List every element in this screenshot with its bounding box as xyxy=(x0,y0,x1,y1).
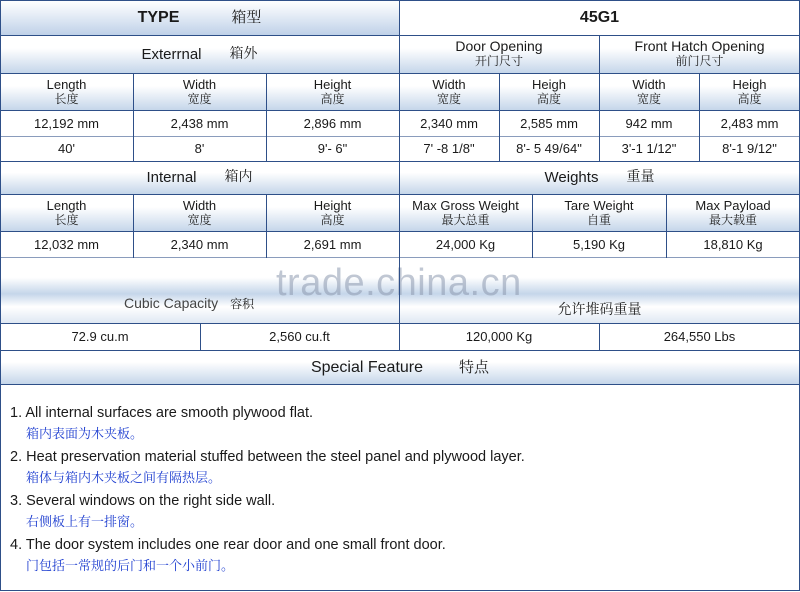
door-height-ft: 8'- 5 49/64" xyxy=(516,141,582,156)
door-width-header xyxy=(399,73,499,110)
header-label: Height xyxy=(313,76,352,92)
max-gross-weight-value: 24,000 Kg xyxy=(435,236,496,252)
header-label: Tare Weight xyxy=(564,197,634,213)
header-label-cn: 宽度 xyxy=(436,91,461,106)
cubic-capacity-title: Cubic Capacity xyxy=(124,295,219,311)
type-model: 45G1 xyxy=(579,9,620,26)
max-payload-value: 18,810 Kg xyxy=(703,236,763,252)
header-label: Width xyxy=(432,76,466,92)
grid-line xyxy=(0,257,800,258)
header-label-cn: 高度 xyxy=(320,212,345,227)
grid-line xyxy=(0,384,800,385)
header-label-cn: 高度 xyxy=(536,91,561,106)
grid-line xyxy=(0,350,800,351)
grid-line xyxy=(0,590,800,591)
feature-item xyxy=(10,490,790,534)
hatch-height-ft: 8'-1 9/12" xyxy=(722,141,777,156)
internal-height-mm: 2,691 mm xyxy=(303,236,362,252)
external-length-header xyxy=(0,73,133,110)
external-title-cn: 箱外 xyxy=(229,45,258,62)
door-opening-header xyxy=(399,35,599,73)
header-label: Heigh xyxy=(732,76,767,92)
internal-title-cn: 箱内 xyxy=(224,169,253,185)
grid-line xyxy=(0,231,800,232)
header-label-cn: 宽度 xyxy=(187,212,212,227)
door-opening-title-cn: 开门尺寸 xyxy=(474,54,523,68)
external-width-ft: 8' xyxy=(194,141,205,156)
stacking-kg: 120,000 Kg xyxy=(465,329,533,344)
grid-line xyxy=(0,323,800,324)
internal-length-mm: 12,032 mm xyxy=(33,236,100,252)
external-title: Exterrnal xyxy=(141,45,202,63)
external-width-header xyxy=(133,73,266,110)
external-width-mm: 2,438 mm xyxy=(170,115,229,131)
grid-line xyxy=(499,73,500,161)
header-label: Height xyxy=(313,197,352,213)
hatch-width-mm: 942 mm xyxy=(625,115,673,131)
front-hatch-title: Front Hatch Opening xyxy=(634,38,765,54)
header-label: Width xyxy=(632,76,666,92)
internal-title: Internal xyxy=(146,169,197,186)
front-hatch-header xyxy=(599,35,800,73)
external-length-ft: 40' xyxy=(58,141,75,156)
feature-text-cn: 门包括一常规的后门和一个小前门。 xyxy=(26,559,235,574)
header-label-cn: 最大总重 xyxy=(441,212,490,227)
internal-width-mm: 2,340 mm xyxy=(170,236,229,252)
watermark-text: trade.china.cn xyxy=(276,262,522,304)
grid-line xyxy=(0,194,800,195)
max-payload-header xyxy=(666,194,800,231)
feature-list xyxy=(10,402,790,578)
hatch-height-header xyxy=(699,73,800,110)
external-height-mm: 2,896 mm xyxy=(303,115,362,131)
header-label: Width xyxy=(182,76,217,92)
external-header xyxy=(0,35,399,73)
grid-line xyxy=(666,194,667,258)
special-feature-header xyxy=(0,350,800,384)
feature-text-cn: 箱体与箱内木夹板之间有隔热层。 xyxy=(26,471,222,486)
header-label: Length xyxy=(46,76,87,92)
feature-text-cn: 右侧板上有一排窗。 xyxy=(26,515,144,530)
hatch-width-header xyxy=(599,73,699,110)
external-height-header xyxy=(266,73,399,110)
grid-line xyxy=(399,0,400,350)
header-label-cn: 宽度 xyxy=(636,91,661,106)
door-width-ft: 7' -8 1/8" xyxy=(423,141,475,156)
door-height-mm: 2,585 mm xyxy=(520,115,578,131)
external-height-ft: 9'- 6" xyxy=(317,141,348,156)
grid-line xyxy=(0,161,800,162)
grid-line xyxy=(133,194,134,258)
internal-length-header xyxy=(0,194,133,231)
grid-line xyxy=(0,0,800,1)
grid-line xyxy=(200,323,201,350)
header-label-cn: 长度 xyxy=(54,91,79,106)
external-length-mm: 12,192 mm xyxy=(33,115,100,131)
type-label-cell xyxy=(0,0,399,35)
grid-line xyxy=(0,110,800,111)
header-label: Max Payload xyxy=(695,197,771,213)
internal-header xyxy=(0,161,399,194)
grid-line xyxy=(0,73,800,74)
type-label: TYPE xyxy=(137,9,180,26)
type-label-cn: 箱型 xyxy=(231,8,262,26)
front-hatch-title-cn: 前门尺寸 xyxy=(675,54,724,68)
grid-line xyxy=(599,35,600,161)
tare-weight-value: 5,190 Kg xyxy=(572,236,626,252)
internal-height-header xyxy=(266,194,399,231)
header-label: Width xyxy=(182,197,217,213)
internal-width-header xyxy=(133,194,266,231)
stacking-lbs: 264,550 Lbs xyxy=(663,329,736,344)
tare-weight-header xyxy=(532,194,666,231)
type-model-cell xyxy=(399,0,800,35)
header-label-cn: 宽度 xyxy=(187,91,212,106)
feature-text-cn: 箱内表面为木夹板。 xyxy=(26,427,144,442)
grid-line xyxy=(133,73,134,161)
grid-line xyxy=(0,35,800,36)
feature-text: 1. All internal surfaces are smooth plywood flat. xyxy=(10,405,314,421)
feature-text: 2. Heat preservation material stuffed between the steel panel and plywood layer. xyxy=(10,449,525,465)
door-width-mm: 2,340 mm xyxy=(420,115,478,131)
cubic-capacity-label xyxy=(124,295,254,312)
header-label-cn: 高度 xyxy=(737,91,762,106)
weights-title-cn: 重量 xyxy=(626,169,655,185)
hatch-height-mm: 2,483 mm xyxy=(720,115,779,131)
header-label-cn: 高度 xyxy=(320,91,345,106)
grid-line xyxy=(266,73,267,161)
header-label: Heigh xyxy=(532,76,566,92)
weights-title: Weights xyxy=(544,169,599,186)
grid-line xyxy=(266,194,267,258)
max-gross-weight-header xyxy=(399,194,532,231)
grid-line xyxy=(699,73,700,161)
header-label-cn: 长度 xyxy=(54,212,79,227)
special-feature-title-cn: 特点 xyxy=(459,357,490,376)
feature-text: 4. The door system includes one rear door and one small front door. xyxy=(10,537,446,553)
header-label-cn: 自重 xyxy=(586,212,611,227)
cubic-capacity-cum: 72.9 cu.m xyxy=(71,329,129,344)
header-label: Length xyxy=(46,197,87,213)
grid-line xyxy=(0,136,800,137)
header-label-cn: 最大载重 xyxy=(708,212,757,227)
hatch-width-ft: 3'-1 1/12" xyxy=(621,141,677,156)
door-height-header xyxy=(499,73,599,110)
header-label: Max Gross Weight xyxy=(412,197,519,213)
stacking-header xyxy=(399,298,800,322)
grid-line xyxy=(532,194,533,258)
special-feature-title: Special Feature xyxy=(310,358,424,376)
cubic-capacity-title-cn: 容积 xyxy=(230,297,255,311)
feature-item xyxy=(10,402,790,446)
cubic-capacity-cuft: 2,560 cu.ft xyxy=(269,329,330,344)
feature-item xyxy=(10,534,790,578)
weights-header xyxy=(399,161,800,194)
feature-item xyxy=(10,446,790,490)
grid-line xyxy=(0,0,1,591)
feature-text: 3. Several windows on the right side wall. xyxy=(10,493,276,509)
grid-line xyxy=(599,323,600,350)
stacking-title-cn: 允许堆码重量 xyxy=(557,301,642,318)
door-opening-title: Door Opening xyxy=(455,38,543,54)
